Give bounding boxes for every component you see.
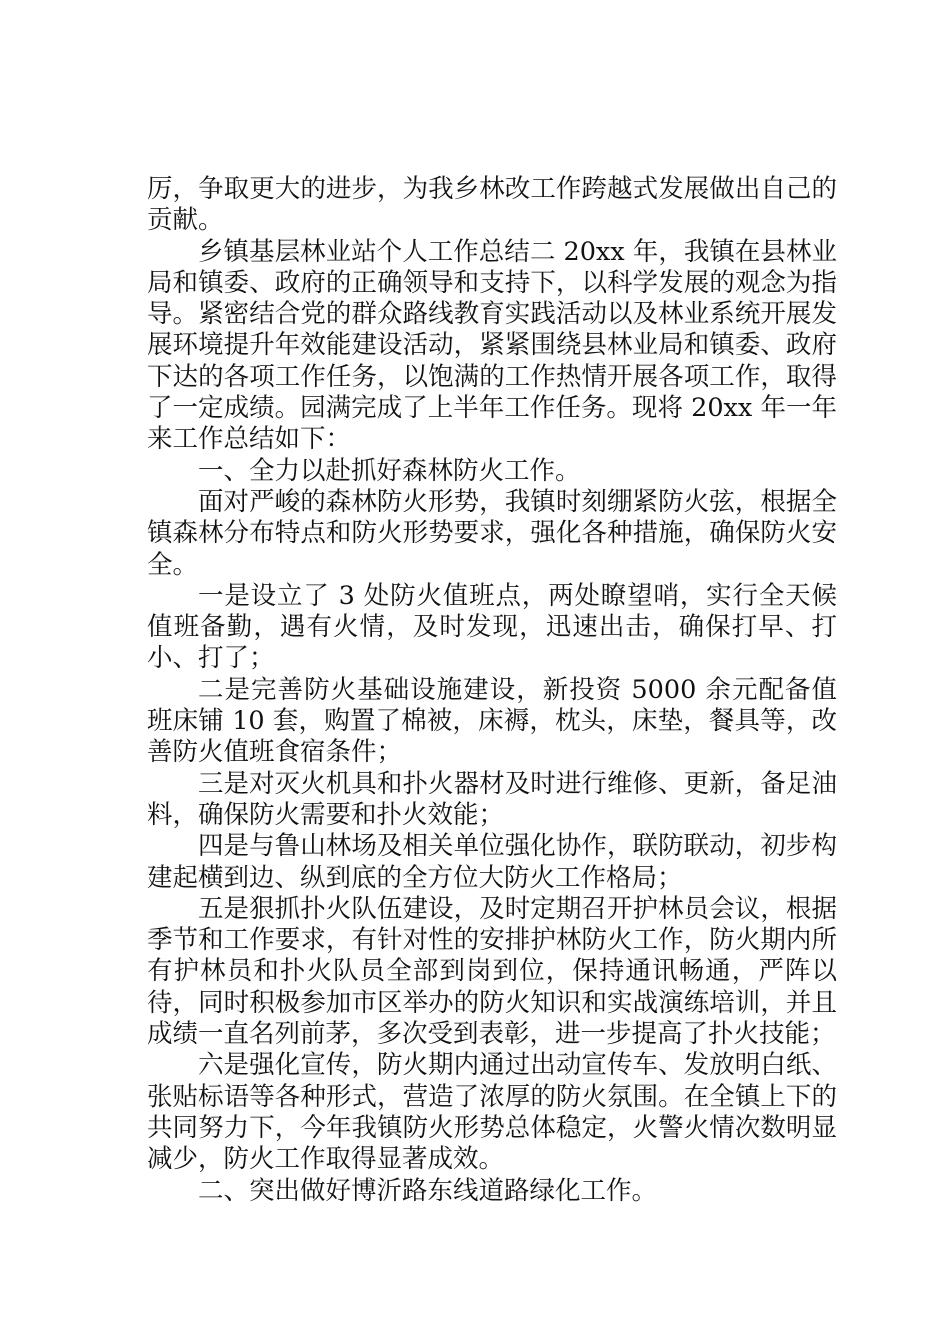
list-item-1: 一是设立了 3 处防火值班点，两处瞭望哨，实行全天候值班备勤，遇有火情，及时发现，迅速出击，确保打早、打小、打了； xyxy=(147,580,837,674)
list-item-5: 五是狠抓扑火队伍建设，及时定期召开护林员会议，根据季节和工作要求，有针对性的安排护林防火工作，防火期内所有护林员和扑火队员全部到岗到位，保持通讯畅通，严阵以待，同时积极参加市区举办的防火知识和实战演练培训，并且成绩一直名列前茅，多次受到表彰，进一步提高了扑火技能； xyxy=(147,893,837,1050)
paragraph-2: 乡镇基层林业站个人工作总结二 20xx 年，我镇在县林业局和镇委、政府的正确领导和支持下，以科学发展的观念为指导。紧密结合党的群众路线教育实践活动以及林业系统开展发展环境提升年效能建设活动，紧紧围绕县林业局和镇委、政府下达的各项工作任务，以饱满的工作热情开展各项工作，取得了一定成绩。园满完成了上半年工作任务。现将 20xx 年一年来工作总结如下： xyxy=(147,236,837,455)
list-item-6: 六是强化宣传，防火期内通过出动宣传车、发放明白纸、张贴标语等各种形式，营造了浓厚的防火氛围。在全镇上下的共同努力下，今年我镇防火形势总体稳定，火警火情次数明显减少，防火工作取得显著成效。 xyxy=(147,1050,837,1175)
list-item-2: 二是完善防火基础设施建设，新投资 5000 余元配备值班床铺 10 套，购置了棉被，床褥，枕头，床垫，餐具等，改善防火值班食宿条件； xyxy=(147,674,837,768)
document-body xyxy=(147,174,837,1207)
paragraph-1: 厉，争取更大的进步，为我乡林改工作跨越式发展做出自己的贡献。 xyxy=(147,174,837,236)
paragraph-3: 面对严峻的森林防火形势，我镇时刻绷紧防火弦，根据全镇森林分布特点和防火形势要求，强化各种措施，确保防火安全。 xyxy=(147,486,837,580)
section-heading-1: 一、全力以赴抓好森林防火工作。 xyxy=(198,455,581,486)
list-item-4: 四是与鲁山林场及相关单位强化协作，联防联动，初步构建起横到边、纵到底的全方位大防火工作格局； xyxy=(147,831,837,893)
list-item-3: 三是对灭火机具和扑火器材及时进行维修、更新，备足油料，确保防火需要和扑火效能； xyxy=(147,768,837,830)
section-heading-2: 二、突出做好博沂路东线道路绿化工作。 xyxy=(198,1175,658,1206)
